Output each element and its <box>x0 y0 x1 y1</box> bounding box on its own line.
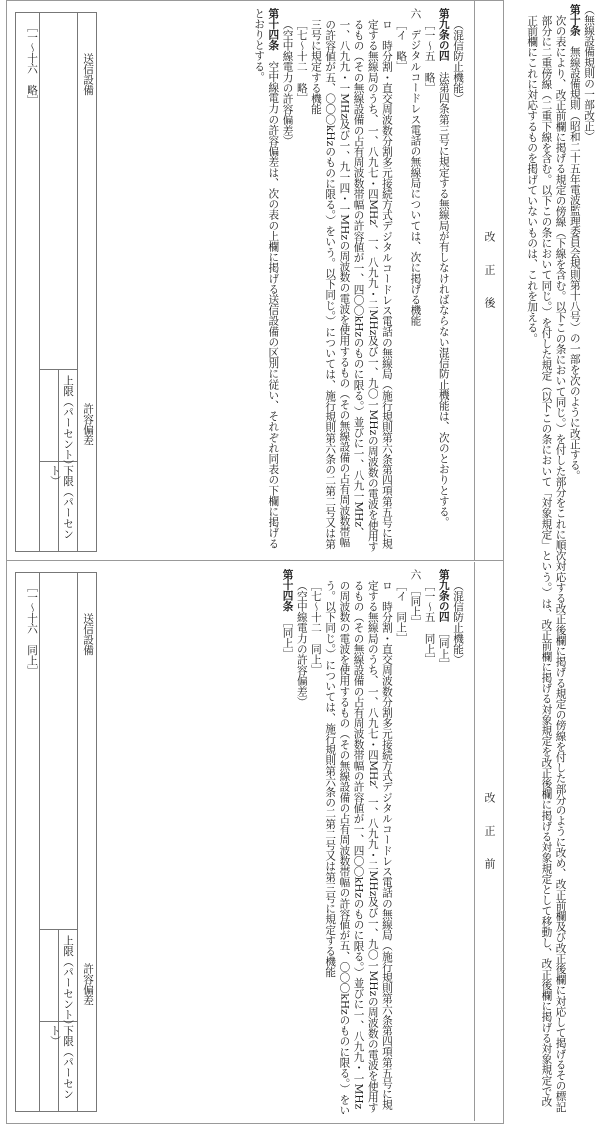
intro-body: 次の表により、改正前欄に掲げる規定の傍線（下線を含む。以下この条において同じ。）を付した部分をこれに順次対応する改正後欄に掲げる規定の傍線を付した部分のように改め、改正前欄及び改正後欄に対応して掲げるその標記部分に二重傍線（二重下線を含む。以下この条において同じ。）を付した規定（以下この条において「対象規定」という。）は、改正前欄に掲げる対象規定を改正後欄に掲げる対象規定として移動し、改正後欄に掲げる対象規定で改正前欄にこれに対応するものを掲げていないものは、これを加える。 <box>526 14 567 1112</box>
after-upper-head: 上限（パーセント） <box>62 375 74 471</box>
after-article-label: 第十四条 <box>267 8 280 51</box>
before-upper-head: 上限（パーセント） <box>62 935 74 1031</box>
header-after-label: 改正後 <box>483 231 496 330</box>
before-provision-text: ［七～十二 同上］ <box>309 579 322 675</box>
intro-text <box>510 4 596 1116</box>
after-section <box>45 8 465 556</box>
after-provision-line <box>280 8 294 556</box>
after-lower-head: 下限（パーセント） <box>49 465 74 540</box>
after-provision-text: 空中線電力の許容偏差は、次の表の上欄に掲げる送信設備の区別に従い、それぞれ同表の下欄に掲げるとおりとする。 <box>253 8 280 549</box>
article-text: 無線設備規則（昭和二十五年電波監理委員会規則第十八号）の一部を次のように改正する。 <box>568 46 581 482</box>
before-tolerance-table <box>15 572 97 1112</box>
before-provision-line <box>394 569 408 1117</box>
before-article-label: 第九条の四 <box>437 569 450 622</box>
before-provision-text: （空中線電力の許容偏差） <box>295 579 308 707</box>
before-provision-line <box>451 569 465 1117</box>
before-provision-text: ロ 時分割・直交周波数分割多元接続方式デジタルコードレス電話の無線局（施行規則第六条第四項第五号に規定する無線局のうち、一、八九七・四MHz、一、八九九・二MHz及び一、九〇一MHzの周波数の電波を使用するもの（その無線設備の占有周波数帯幅の許容値が一、四〇〇kHzのものに限る。）並びに一、八九九・一MHzの周波数の電波を使用するもの（その無線設備の占有周波数帯幅の許容値が五、〇〇〇kHzのものに限る。）をいう。以下同じ。）については、施行規則第六条の二第二号又は第三号に規定する機能 <box>324 579 393 1115</box>
intro-article <box>568 4 582 1116</box>
before-lower-head: 下限（パーセント） <box>49 1025 74 1100</box>
article-label: 第十条 <box>568 4 581 36</box>
after-col-head: 送信設備 <box>82 53 94 96</box>
after-article-label: 第九条の四 <box>437 8 450 61</box>
header-before-label: 改正前 <box>483 792 496 891</box>
after-provision-line <box>295 8 309 556</box>
before-provision-line <box>437 569 451 1117</box>
before-provision-line <box>280 569 294 1117</box>
before-provision-text: （混信防止機能） <box>452 579 464 665</box>
before-provision-text: ［イ 同上］ <box>395 579 408 644</box>
before-rows-note: ［一～十六 同上］ <box>26 581 38 677</box>
after-provision-text: ロ 時分割・直交周波数分割多元接続方式デジタルコードレス電話の無線局（施行規則第六条第四項第五号に規定する無線局のうち、一、八九七・四MHz、一、八九九・二MHz及び一、九〇一MHzの周波数の電波を使用するもの（その無線設備の占有周波数帯幅の許容値が一、四〇〇kHzのものに限る。）並びに一、八九一MHz、一、八九九・一MHz及び一、九一四・一MHzの周波数の電波を使用するもの（その無線設備の占有周波数帯幅の許容値が五、〇〇〇kHzのものに限る。）をいう。以下同じ。）については、施行規則第六条の二第二号又は第三号に規定する機能 <box>309 18 393 552</box>
after-provision-line <box>252 8 280 556</box>
before-provision-text: ［一～五 同上］ <box>423 579 436 665</box>
after-provision-line <box>437 8 451 556</box>
before-provision-line <box>309 569 323 1117</box>
before-provision-line <box>408 569 422 1117</box>
before-article-label: 第十四条 <box>281 569 294 612</box>
after-provision-line <box>408 8 422 556</box>
before-provision-text: ［同上］ <box>437 632 450 670</box>
after-rows-note: ［一～十六 略］ <box>26 21 38 106</box>
header-after <box>474 1 503 560</box>
after-provision-text: ［イ 略］ <box>395 18 408 72</box>
after-provision-text: （空中線電力の許容偏差） <box>281 18 294 146</box>
before-section <box>45 569 465 1117</box>
before-tol-head: 許容偏差 <box>82 963 94 1006</box>
header-before <box>474 562 503 1121</box>
after-provision-line <box>422 8 436 556</box>
after-provision-text: ［七～十二 略］ <box>295 18 308 104</box>
after-tol-head: 許容偏差 <box>82 403 94 446</box>
intro-heading: （無線設備規則の一部改正） <box>583 4 595 142</box>
after-provision-text: ［一～五 略］ <box>423 18 436 93</box>
before-col-head: 送信設備 <box>82 613 94 656</box>
after-provision-text: 法第四条第三号に規定する無線局が有しなければならない混信防止機能は、次のとおりとする。 <box>437 71 450 528</box>
comparison-table <box>6 0 504 1124</box>
before-provision-text: ［同上］ <box>281 622 294 660</box>
after-provision-line <box>394 8 408 556</box>
after-provision-text: （混信防止機能） <box>452 18 464 104</box>
before-provision-line <box>295 569 309 1117</box>
after-tolerance-table <box>15 12 97 552</box>
after-provision-line <box>451 8 465 556</box>
before-provision-text: 六 ［同上］ <box>409 569 422 628</box>
after-provision-text: 六 デジタルコードレス電話の無線局については、次に掲げる機能 <box>409 8 422 326</box>
after-provision-line <box>309 8 394 556</box>
before-provision-line <box>323 569 394 1117</box>
before-provision-line <box>422 569 436 1117</box>
